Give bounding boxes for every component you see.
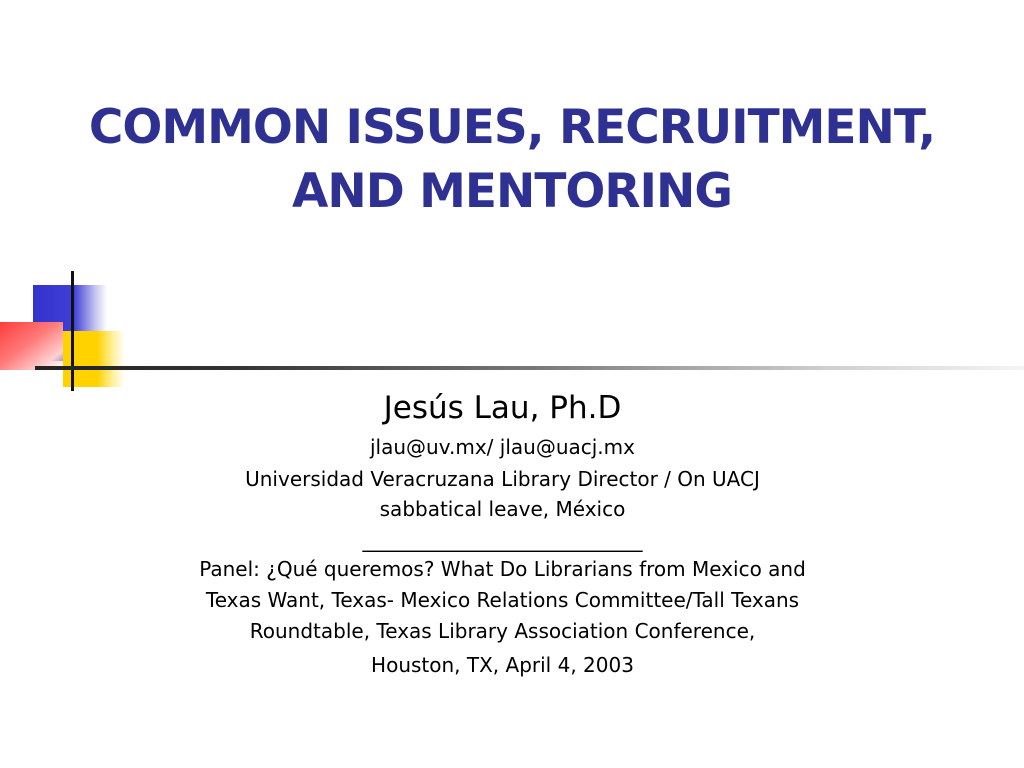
- blue-square-decoration: [33, 285, 107, 361]
- yellow-square-decoration: [63, 331, 125, 387]
- panel-description: [130, 554, 875, 647]
- affiliation-line-1: Universidad Veracruzana Library Director / On UACJ: [245, 467, 760, 491]
- vertical-divider-line: [71, 271, 74, 391]
- panel-line-2: Texas Want, Texas- Mexico Relations Committee/Tall Texans: [205, 588, 800, 612]
- slide-body: [130, 388, 875, 680]
- author-name: Jesús Lau, Ph.D: [383, 390, 622, 426]
- slide-title-line-1: COMMON ISSUES, RECRUITMENT,: [88, 100, 936, 155]
- slide-title: [40, 96, 984, 224]
- slide-title-line-2: AND MENTORING: [292, 164, 732, 219]
- panel-line-1: Panel: ¿Qué queremos? What Do Librarians from Mexico and: [199, 557, 806, 581]
- horizontal-divider-line: [35, 366, 1024, 370]
- author-email: jlau@uv.mx/ jlau@uacj.mx: [370, 435, 635, 459]
- red-square-decoration: [0, 322, 63, 370]
- location-date: Houston, TX, April 4, 2003: [371, 653, 634, 677]
- separator-underline: ____________________________: [362, 528, 643, 552]
- panel-line-3: Roundtable, Texas Library Association Conference,: [249, 619, 756, 643]
- affiliation-line-2: sabbatical leave, México: [379, 497, 626, 521]
- author-affiliation: [130, 464, 875, 524]
